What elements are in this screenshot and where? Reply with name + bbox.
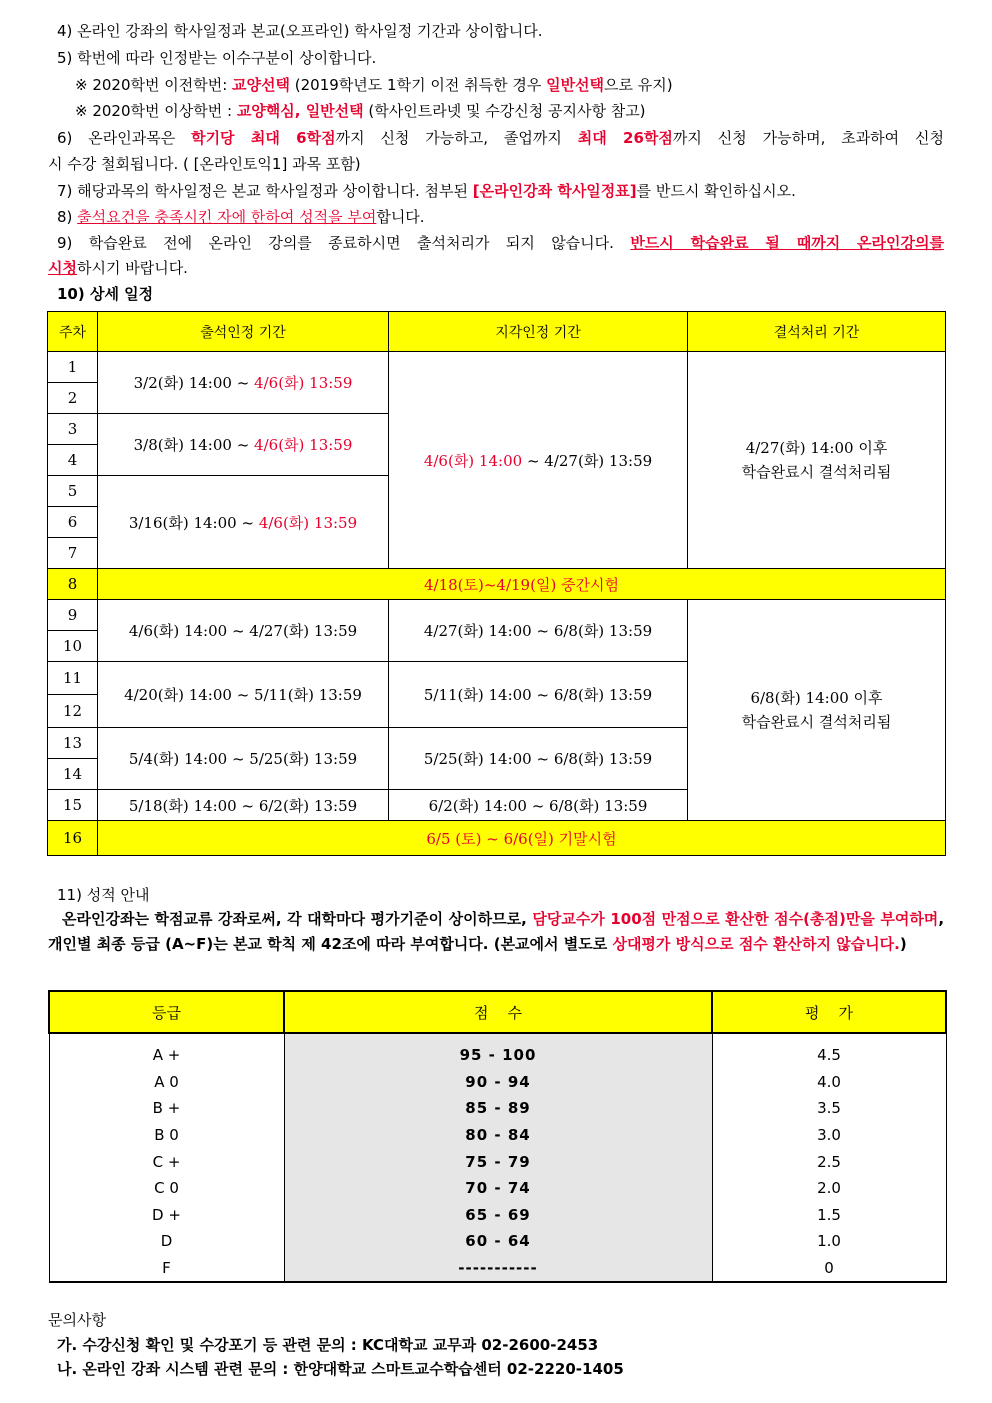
grade-row: F ----------- 0 xyxy=(49,1255,946,1283)
grade-row: A + 95 - 100 4.5 xyxy=(49,1042,946,1069)
note-4: 4) 온라인 강좌의 학사일정과 본교(오프라인) 학사일정 기간과 상이합니다. xyxy=(57,22,543,40)
header-score: 점 수 xyxy=(284,991,712,1033)
grade-row: D 60 - 64 1.0 xyxy=(49,1228,946,1255)
week-cell: 1 xyxy=(48,352,98,383)
late-period: 5/11(화) 14:00 ~ 6/8(화) 13:59 xyxy=(389,662,688,728)
grade-header-row xyxy=(49,991,946,1033)
week-cell: 3 xyxy=(48,414,98,445)
contact-online-center: 나. 온라인 강좌 시스템 관련 문의 : 한양대학교 스마트교수학습센터 02-2220-1405 xyxy=(57,1360,624,1378)
note-9-line2: 시청하시기 바랍니다. xyxy=(48,259,188,277)
header-week: 주차 xyxy=(48,312,98,352)
week-cell: 11 xyxy=(48,662,98,695)
attendance-period: 5/4(화) 14:00 ~ 5/25(화) 13:59 xyxy=(98,728,389,790)
absent-period: 6/8(화) 14:00 이후 학습완료시 결석처리됨 xyxy=(688,600,946,821)
midterm-exam: 4/18(토)~4/19(일) 중간시험 xyxy=(98,569,946,600)
grading-paragraph: 온라인강좌는 학점교류 강좌로써, 각 대학마다 평가기준이 상이하므로, 담당교수가 100점 만점으로 환산한 점수(총점)만을 부여하며, 개인별 최종 등급 (A~F)는 본교 학칙 제 42조에 따라 부여합니다. (본교에서 별도로 상대평가 방식으로 점수 환산하지 않습니다.) xyxy=(48,910,945,953)
week-cell: 6 xyxy=(48,507,98,538)
schedule-header-row xyxy=(48,312,946,352)
final-exam: 6/5 (토) ~ 6/6(일) 기말시험 xyxy=(98,821,946,856)
week-cell: 4 xyxy=(48,445,98,476)
week-cell: 8 xyxy=(48,569,98,600)
week-cell: 13 xyxy=(48,728,98,759)
note-6: 6) 온라인과목은 학기당 최대 6학점까지 신청 가능하고, 졸업까지 최대 26학점까지 신청 가능하며, 초과하여 신청 xyxy=(57,129,945,147)
grade-row: B + 85 - 89 3.5 xyxy=(49,1095,946,1122)
attendance-period: 3/16(화) 14:00 ~ 4/6(화) 13:59 xyxy=(98,476,389,569)
note-9: 9) 학습완료 전에 온라인 강의를 종료하시면 출석처리가 되지 않습니다. 반드시 학습완료 될 때까지 온라인강의를 xyxy=(57,234,944,252)
header-grade: 등급 xyxy=(49,991,284,1033)
grade-row: A 0 90 - 94 4.0 xyxy=(49,1069,946,1096)
attendance-period: 4/6(화) 14:00 ~ 4/27(화) 13:59 xyxy=(98,600,389,662)
header-attendance: 출석인정 기간 xyxy=(98,312,389,352)
contact-title: 문의사항 xyxy=(48,1311,106,1329)
week-cell: 12 xyxy=(48,695,98,728)
note-7: 7) 해당과목의 학사일정은 본교 학사일정과 상이합니다. 첨부된 [온라인강좌 학사일정표]를 반드시 확인하십시오. xyxy=(57,182,796,200)
week-cell: 15 xyxy=(48,790,98,821)
attendance-period: 4/20(화) 14:00 ~ 5/11(화) 13:59 xyxy=(98,662,389,728)
note-5a: ※ 2020학번 이전학번: 교양선택 (2019학년도 1학기 이전 취득한 경우 일반선택으로 유지) xyxy=(75,76,673,94)
grade-row: C + 75 - 79 2.5 xyxy=(49,1148,946,1175)
week-cell: 9 xyxy=(48,600,98,631)
week-cell: 10 xyxy=(48,631,98,662)
attendance-period: 5/18(화) 14:00 ~ 6/2(화) 13:59 xyxy=(98,790,389,821)
note-8: 8) 출석요건을 충족시킨 자에 한하여 성적을 부여합니다. xyxy=(57,208,425,226)
header-absent: 결석처리 기간 xyxy=(688,312,946,352)
attendance-period: 3/8(화) 14:00 ~ 4/6(화) 13:59 xyxy=(98,414,389,476)
note-5b: ※ 2020학번 이상학번 : 교양핵심, 일반선택 (학사인트라넷 및 수강신청 공지사항 참고) xyxy=(75,102,646,120)
grade-table xyxy=(48,990,947,1283)
contact-registrar: 가. 수강신청 확인 및 수강포기 등 관련 문의 : KC대학교 교무과 02-2600-2453 xyxy=(57,1336,599,1354)
header-late: 지각인정 기간 xyxy=(389,312,688,352)
late-period: 5/25(화) 14:00 ~ 6/8(화) 13:59 xyxy=(389,728,688,790)
week-cell: 7 xyxy=(48,538,98,569)
late-period: 4/6(화) 14:00 ~ 4/27(화) 13:59 xyxy=(389,352,688,569)
grade-row: C 0 70 - 74 2.0 xyxy=(49,1175,946,1202)
note-5: 5) 학번에 따라 인정받는 이수구분이 상이합니다. xyxy=(57,49,377,67)
grade-row: D + 65 - 69 1.5 xyxy=(49,1202,946,1229)
absent-period: 4/27(화) 14:00 이후 학습완료시 결석처리됨 xyxy=(688,352,946,569)
week-cell: 5 xyxy=(48,476,98,507)
note-6-line2: 시 수강 철회됩니다. ( [온라인토익1] 과목 포함) xyxy=(48,155,361,173)
attendance-period: 3/2(화) 14:00 ~ 4/6(화) 13:59 xyxy=(98,352,389,414)
week-cell: 16 xyxy=(48,821,98,856)
header-point: 평 가 xyxy=(712,991,946,1033)
late-period: 4/27(화) 14:00 ~ 6/8(화) 13:59 xyxy=(389,600,688,662)
late-period: 6/2(화) 14:00 ~ 6/8(화) 13:59 xyxy=(389,790,688,821)
week-cell: 2 xyxy=(48,383,98,414)
schedule-table xyxy=(47,311,946,856)
week-cell: 14 xyxy=(48,759,98,790)
grade-row: B 0 80 - 84 3.0 xyxy=(49,1122,946,1149)
grading-title: 11) 성적 안내 xyxy=(57,886,150,904)
schedule-title: 10) 상세 일정 xyxy=(57,285,154,303)
